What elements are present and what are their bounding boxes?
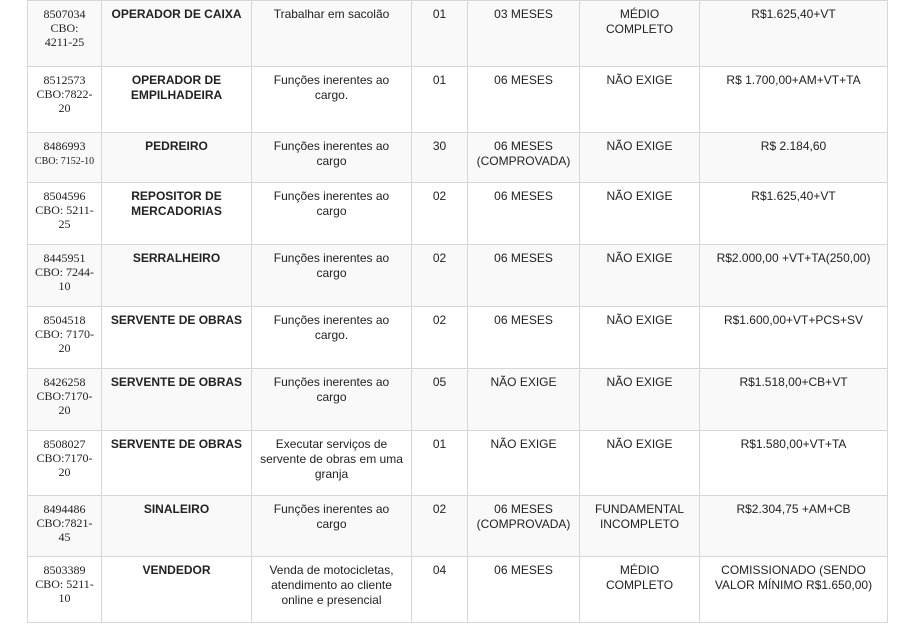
vacancy-code: 8445951 (43, 251, 86, 265)
vacancy-code: 8486993 (43, 139, 86, 153)
education-cell: NÃO EXIGE (580, 369, 700, 431)
openings-count-cell: 02 (412, 496, 468, 557)
openings-count-cell: 01 (412, 1, 468, 67)
openings-count-cell: 02 (412, 183, 468, 245)
cbo-code: CBO: 7170- 20 (34, 327, 94, 355)
education-cell: NÃO EXIGE (580, 431, 700, 496)
job-title-cell: OPERADOR DE CAIXA (102, 1, 252, 67)
table-row (28, 369, 888, 431)
job-title-cell: SINALEIRO (102, 496, 252, 557)
job-duties-cell: Funções inerentes ao cargo (252, 369, 412, 431)
job-duties-cell: Funções inerentes ao cargo. (252, 307, 412, 369)
job-duties-cell: Funções inerentes ao cargo (252, 133, 412, 183)
vacancy-code-cell (28, 183, 102, 245)
education-cell: FUNDAMENTAL INCOMPLETO (580, 496, 700, 557)
job-title-cell: VENDEDOR (102, 557, 252, 623)
vacancy-code: 8512573 (43, 73, 86, 87)
experience-cell: 06 MESES (468, 557, 580, 623)
vacancy-code: 8426258 (43, 375, 86, 389)
vacancy-code-cell (28, 307, 102, 369)
vacancy-code-cell (28, 369, 102, 431)
education-cell: MÉDIO COMPLETO (580, 557, 700, 623)
education-cell: NÃO EXIGE (580, 183, 700, 245)
vacancy-code-cell (28, 133, 102, 183)
experience-cell: 06 MESES (468, 307, 580, 369)
salary-cell: COMISSIONADO (SENDO VALOR MÍNIMO R$1.650,00) (700, 557, 888, 623)
openings-count-cell: 02 (412, 245, 468, 307)
cbo-code: CBO: 5211- 25 (35, 203, 94, 231)
cbo-code: CBO: 7244- 10 (34, 265, 94, 293)
vacancy-code: 8494486 (43, 502, 86, 516)
table-row (28, 183, 888, 245)
openings-count-cell: 05 (412, 369, 468, 431)
openings-count-cell: 01 (412, 431, 468, 496)
vacancy-code: 8508027 (43, 437, 86, 451)
salary-cell: R$1.625,40+VT (700, 183, 888, 245)
experience-cell: 06 MESES (468, 67, 580, 133)
table-row (28, 431, 888, 496)
table-row (28, 1, 888, 67)
salary-cell: R$1.600,00+VT+PCS+SV (700, 307, 888, 369)
experience-cell: NÃO EXIGE (468, 369, 580, 431)
job-table-container (27, 0, 887, 623)
vacancy-code-cell (28, 245, 102, 307)
salary-cell: R$2.000,00 +VT+TA(250,00) (700, 245, 888, 307)
vacancy-code-cell (28, 67, 102, 133)
cbo-code: CBO: 7152-10 (34, 156, 95, 167)
cbo-code: CBO: 5211- 10 (35, 577, 94, 605)
job-duties-cell: Funções inerentes ao cargo (252, 245, 412, 307)
salary-cell: R$1.580,00+VT+TA (700, 431, 888, 496)
job-vacancies-table (27, 0, 888, 623)
job-duties-cell: Venda de motocicletas, atendimento ao cliente online e presencial (252, 557, 412, 623)
table-row (28, 133, 888, 183)
job-title-cell: SERVENTE DE OBRAS (102, 307, 252, 369)
table-row (28, 307, 888, 369)
job-title-cell: PEDREIRO (102, 133, 252, 183)
openings-count-cell: 04 (412, 557, 468, 623)
cbo-code: CBO:7821- 45 (36, 516, 93, 544)
experience-cell: 03 MESES (468, 1, 580, 67)
table-row (28, 245, 888, 307)
education-cell: NÃO EXIGE (580, 133, 700, 183)
salary-cell: R$ 1.700,00+AM+VT+TA (700, 67, 888, 133)
cbo-code: CBO:7170- 20 (36, 451, 93, 479)
table-row (28, 557, 888, 623)
education-cell: NÃO EXIGE (580, 245, 700, 307)
job-title-cell: SERVENTE DE OBRAS (102, 431, 252, 496)
cbo-code: CBO:7170- 20 (36, 389, 93, 417)
vacancy-code: 8507034 (43, 7, 86, 21)
salary-cell: R$1.518,00+CB+VT (700, 369, 888, 431)
vacancy-code: 8504518 (43, 313, 86, 327)
table-row (28, 67, 888, 133)
salary-cell: R$2.304,75 +AM+CB (700, 496, 888, 557)
education-cell: MÉDIO COMPLETO (580, 1, 700, 67)
job-duties-cell: Trabalhar em sacolão (252, 1, 412, 67)
job-duties-cell: Funções inerentes ao cargo. (252, 67, 412, 133)
table-row (28, 496, 888, 557)
job-title-cell: OPERADOR DE EMPILHADEIRA (102, 67, 252, 133)
vacancy-code-cell (28, 496, 102, 557)
salary-cell: R$ 2.184,60 (700, 133, 888, 183)
vacancy-code-cell (28, 1, 102, 67)
job-duties-cell: Executar serviços de servente de obras em uma granja (252, 431, 412, 496)
job-title-cell: SERRALHEIRO (102, 245, 252, 307)
salary-cell: R$1.625,40+VT (700, 1, 888, 67)
openings-count-cell: 30 (412, 133, 468, 183)
vacancy-code-cell (28, 431, 102, 496)
experience-cell: NÃO EXIGE (468, 431, 580, 496)
education-cell: NÃO EXIGE (580, 67, 700, 133)
vacancy-code-cell (28, 557, 102, 623)
openings-count-cell: 02 (412, 307, 468, 369)
table-body (28, 1, 888, 623)
vacancy-code: 8503389 (43, 563, 86, 577)
education-cell: NÃO EXIGE (580, 307, 700, 369)
openings-count-cell: 01 (412, 67, 468, 133)
vacancy-code: 8504596 (43, 189, 86, 203)
job-title-cell: REPOSITOR DE MERCADORIAS (102, 183, 252, 245)
experience-cell: 06 MESES (468, 245, 580, 307)
job-duties-cell: Funções inerentes ao cargo (252, 183, 412, 245)
job-title-cell: SERVENTE DE OBRAS (102, 369, 252, 431)
cbo-code: CBO:7822- 20 (36, 87, 93, 115)
cbo-code: CBO: 4211-25 (44, 21, 85, 49)
experience-cell: 06 MESES (COMPROVADA) (468, 496, 580, 557)
experience-cell: 06 MESES (468, 183, 580, 245)
job-duties-cell: Funções inerentes ao cargo (252, 496, 412, 557)
experience-cell: 06 MESES (COMPROVADA) (468, 133, 580, 183)
